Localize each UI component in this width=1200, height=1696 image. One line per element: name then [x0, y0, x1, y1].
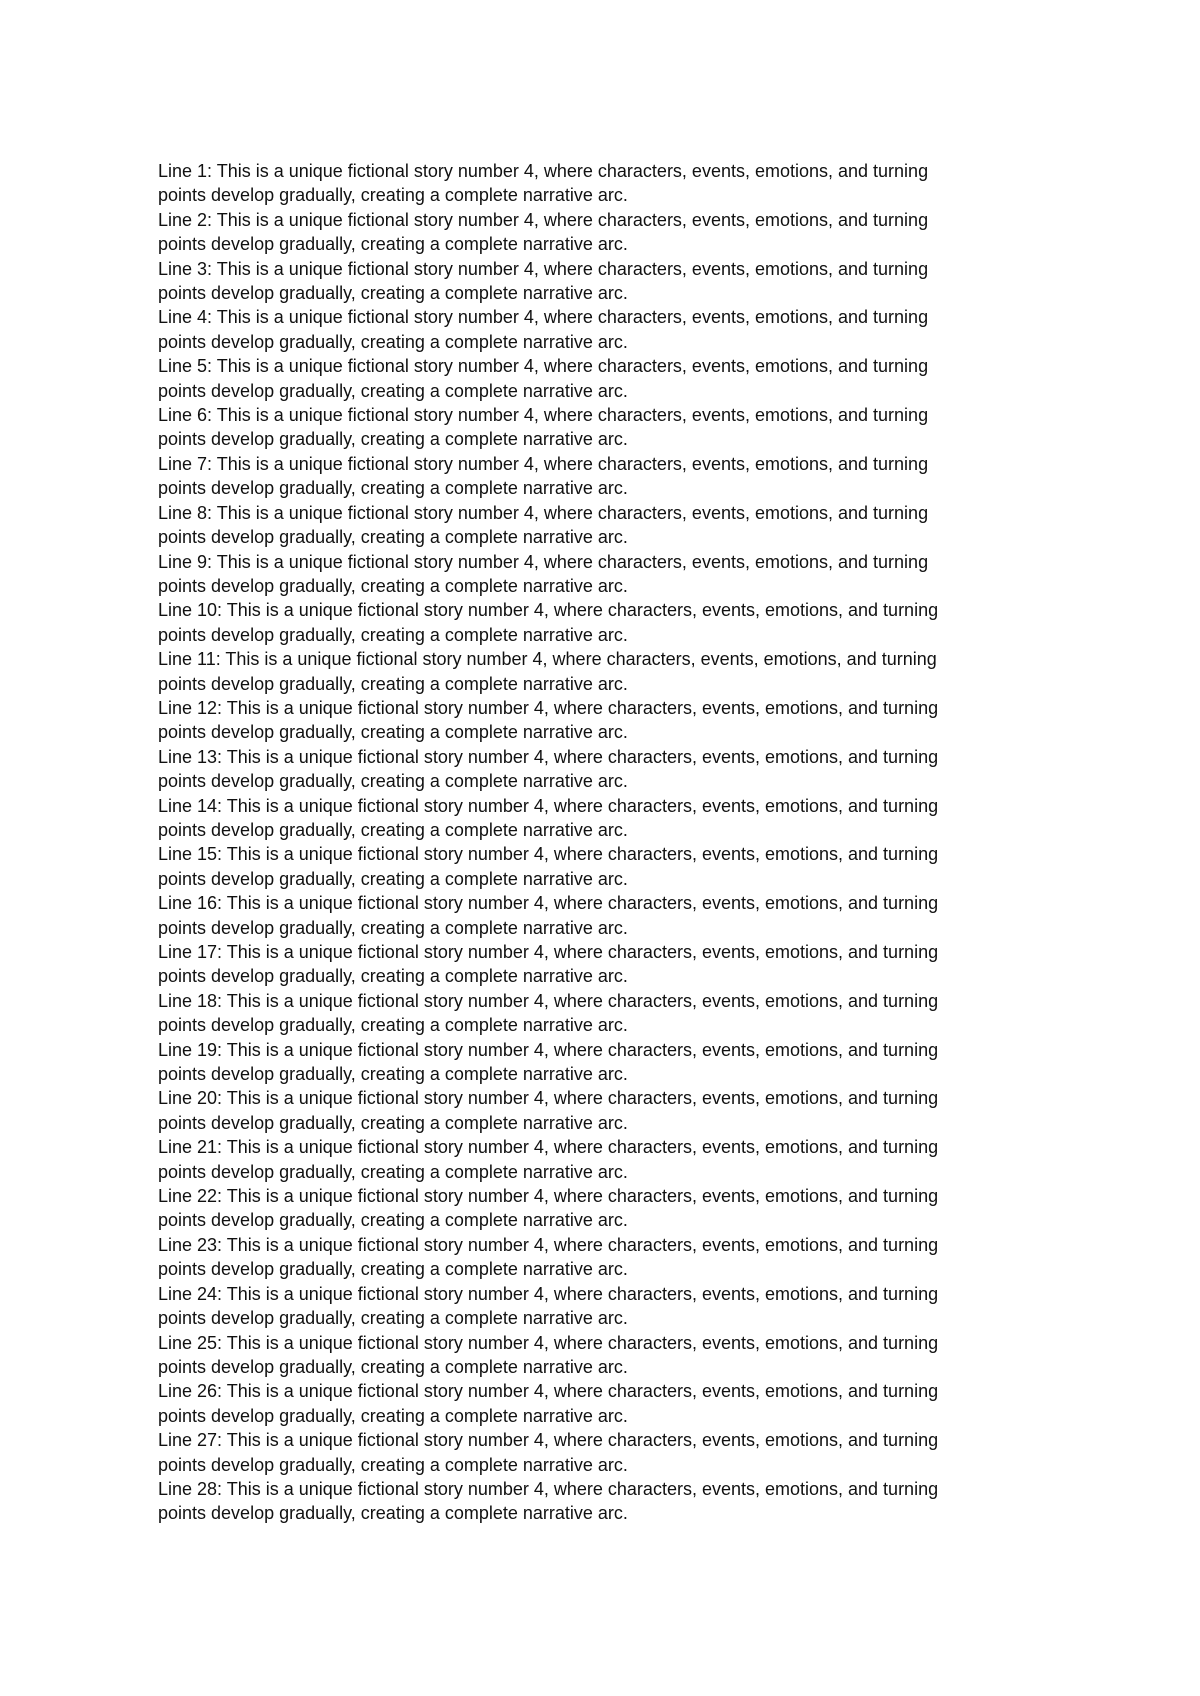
story-line [158, 1477, 1058, 1526]
story-line-text: Line 21: This is a unique fictional story number 4, where characters, events, emotions, and turning [158, 1137, 939, 1158]
story-line [158, 1184, 1058, 1233]
story-line-text: Line 14: This is a unique fictional story number 4, where characters, events, emotions, and turning [158, 795, 939, 816]
story-line-text: Line 27: This is a unique fictional story number 4, where characters, events, emotions, and turning [158, 1430, 939, 1451]
story-line [158, 794, 1058, 843]
story-line-text: Line 24: This is a unique fictional story number 4, where characters, events, emotions, and turning [158, 1283, 939, 1304]
story-line-continuation: points develop gradually, creating a complete narrative arc. [158, 673, 628, 694]
story-line-continuation: points develop gradually, creating a complete narrative arc. [158, 1112, 628, 1133]
story-line-text: Line 26: This is a unique fictional story number 4, where characters, events, emotions, and turning [158, 1381, 939, 1402]
story-line-continuation: points develop gradually, creating a complete narrative arc. [158, 1454, 628, 1475]
story-line-text: Line 5: This is a unique fictional story number 4, where characters, events, emotions, and turning [158, 356, 929, 377]
story-line-text: Line 16: This is a unique fictional story number 4, where characters, events, emotions, and turning [158, 893, 939, 914]
story-line [158, 696, 1058, 745]
story-line-text: Line 8: This is a unique fictional story number 4, where characters, events, emotions, and turning [158, 502, 929, 523]
story-line-continuation: points develop gradually, creating a complete narrative arc. [158, 722, 628, 743]
story-line-text: Line 1: This is a unique fictional story number 4, where characters, events, emotions, and turning [158, 161, 929, 181]
story-line-text: Line 23: This is a unique fictional story number 4, where characters, events, emotions, and turning [158, 1234, 939, 1255]
story-line-text: Line 9: This is a unique fictional story number 4, where characters, events, emotions, and turning [158, 551, 929, 572]
story-line-continuation: points develop gradually, creating a complete narrative arc. [158, 429, 628, 450]
story-line-text: Line 7: This is a unique fictional story number 4, where characters, events, emotions, and turning [158, 453, 929, 474]
story-line-continuation: points develop gradually, creating a complete narrative arc. [158, 771, 628, 792]
story-line-text: Line 28: This is a unique fictional story number 4, where characters, events, emotions, and turning [158, 1478, 939, 1499]
story-line-text: Line 17: This is a unique fictional story number 4, where characters, events, emotions, and turning [158, 942, 939, 962]
story-line [158, 403, 1058, 452]
story-line-text: Line 15: This is a unique fictional story number 4, where characters, events, emotions, and turning [158, 844, 939, 865]
story-line-continuation: points develop gradually, creating a complete narrative arc. [158, 624, 628, 645]
story-line [158, 1086, 1058, 1135]
story-line-text: Line 22: This is a unique fictional story number 4, where characters, events, emotions, and turning [158, 1186, 939, 1207]
story-line [158, 745, 1058, 794]
story-line-text: Line 12: This is a unique fictional story number 4, where characters, events, emotions, and turning [158, 697, 939, 718]
story-line-continuation: points develop gradually, creating a complete narrative arc. [158, 1161, 628, 1182]
story-line-continuation: points develop gradually, creating a complete narrative arc. [158, 478, 628, 499]
story-line-continuation: points develop gradually, creating a complete narrative arc. [158, 527, 628, 548]
story-line-continuation: points develop gradually, creating a complete narrative arc. [158, 868, 628, 889]
story-line [158, 452, 1058, 501]
story-line [158, 354, 1058, 403]
story-line-continuation: points develop gradually, creating a complete narrative arc. [158, 283, 628, 304]
story-line [158, 257, 1058, 306]
story-line-continuation: points develop gradually, creating a complete narrative arc. [158, 234, 628, 255]
story-line-continuation: points develop gradually, creating a complete narrative arc. [158, 819, 628, 840]
story-line [158, 1233, 1058, 1282]
story-line-continuation: points develop gradually, creating a complete narrative arc. [158, 1015, 628, 1036]
story-line-continuation: points develop gradually, creating a complete narrative arc. [158, 1308, 628, 1329]
story-line [158, 550, 1058, 599]
story-line-text: Line 20: This is a unique fictional story number 4, where characters, events, emotions, and turning [158, 1088, 939, 1109]
document-body [158, 159, 1058, 1526]
story-line-continuation: points develop gradually, creating a complete narrative arc. [158, 966, 628, 987]
story-line [158, 1428, 1058, 1477]
story-line-continuation: points develop gradually, creating a complete narrative arc. [158, 575, 628, 596]
story-line-continuation: points develop gradually, creating a complete narrative arc. [158, 1210, 628, 1231]
story-line-text: Line 19: This is a unique fictional story number 4, where characters, events, emotions, and turning [158, 1039, 939, 1060]
story-line [158, 1282, 1058, 1331]
story-line [158, 940, 1058, 989]
story-line-continuation: points develop gradually, creating a complete narrative arc. [158, 1405, 628, 1426]
story-line-text: Line 2: This is a unique fictional story number 4, where characters, events, emotions, and turning [158, 209, 929, 230]
story-line-continuation: points develop gradually, creating a complete narrative arc. [158, 185, 628, 206]
story-line [158, 1135, 1058, 1184]
story-line-continuation: points develop gradually, creating a complete narrative arc. [158, 331, 628, 352]
story-line-continuation: points develop gradually, creating a complete narrative arc. [158, 1259, 628, 1280]
story-line [158, 598, 1058, 647]
story-line-text: Line 25: This is a unique fictional story number 4, where characters, events, emotions, and turning [158, 1332, 939, 1353]
story-line [158, 305, 1058, 354]
story-line [158, 1379, 1058, 1428]
story-line [158, 1038, 1058, 1087]
story-line-continuation: points develop gradually, creating a complete narrative arc. [158, 380, 628, 401]
story-line-continuation: points develop gradually, creating a complete narrative arc. [158, 1503, 628, 1524]
story-line [158, 1331, 1058, 1380]
story-line [158, 647, 1058, 696]
story-line [158, 891, 1058, 940]
story-line-text: Line 4: This is a unique fictional story number 4, where characters, events, emotions, and turning [158, 307, 929, 328]
story-line-text: Line 13: This is a unique fictional story number 4, where characters, events, emotions, and turning [158, 746, 939, 767]
story-line [158, 159, 1058, 208]
story-line-text: Line 6: This is a unique fictional story number 4, where characters, events, emotions, and turning [158, 405, 929, 426]
story-line-text: Line 10: This is a unique fictional story number 4, where characters, events, emotions, and turning [158, 600, 939, 621]
story-line [158, 501, 1058, 550]
story-line [158, 842, 1058, 891]
story-line-text: Line 3: This is a unique fictional story number 4, where characters, events, emotions, and turning [158, 258, 929, 279]
story-line-text: Line 18: This is a unique fictional story number 4, where characters, events, emotions, and turning [158, 990, 939, 1011]
story-line [158, 208, 1058, 257]
story-line-continuation: points develop gradually, creating a complete narrative arc. [158, 1356, 628, 1377]
story-line [158, 989, 1058, 1038]
story-line-continuation: points develop gradually, creating a complete narrative arc. [158, 917, 628, 938]
story-line-continuation: points develop gradually, creating a complete narrative arc. [158, 1064, 628, 1085]
story-line-text: Line 11: This is a unique fictional story number 4, where characters, events, emotions, and turning [158, 649, 937, 670]
